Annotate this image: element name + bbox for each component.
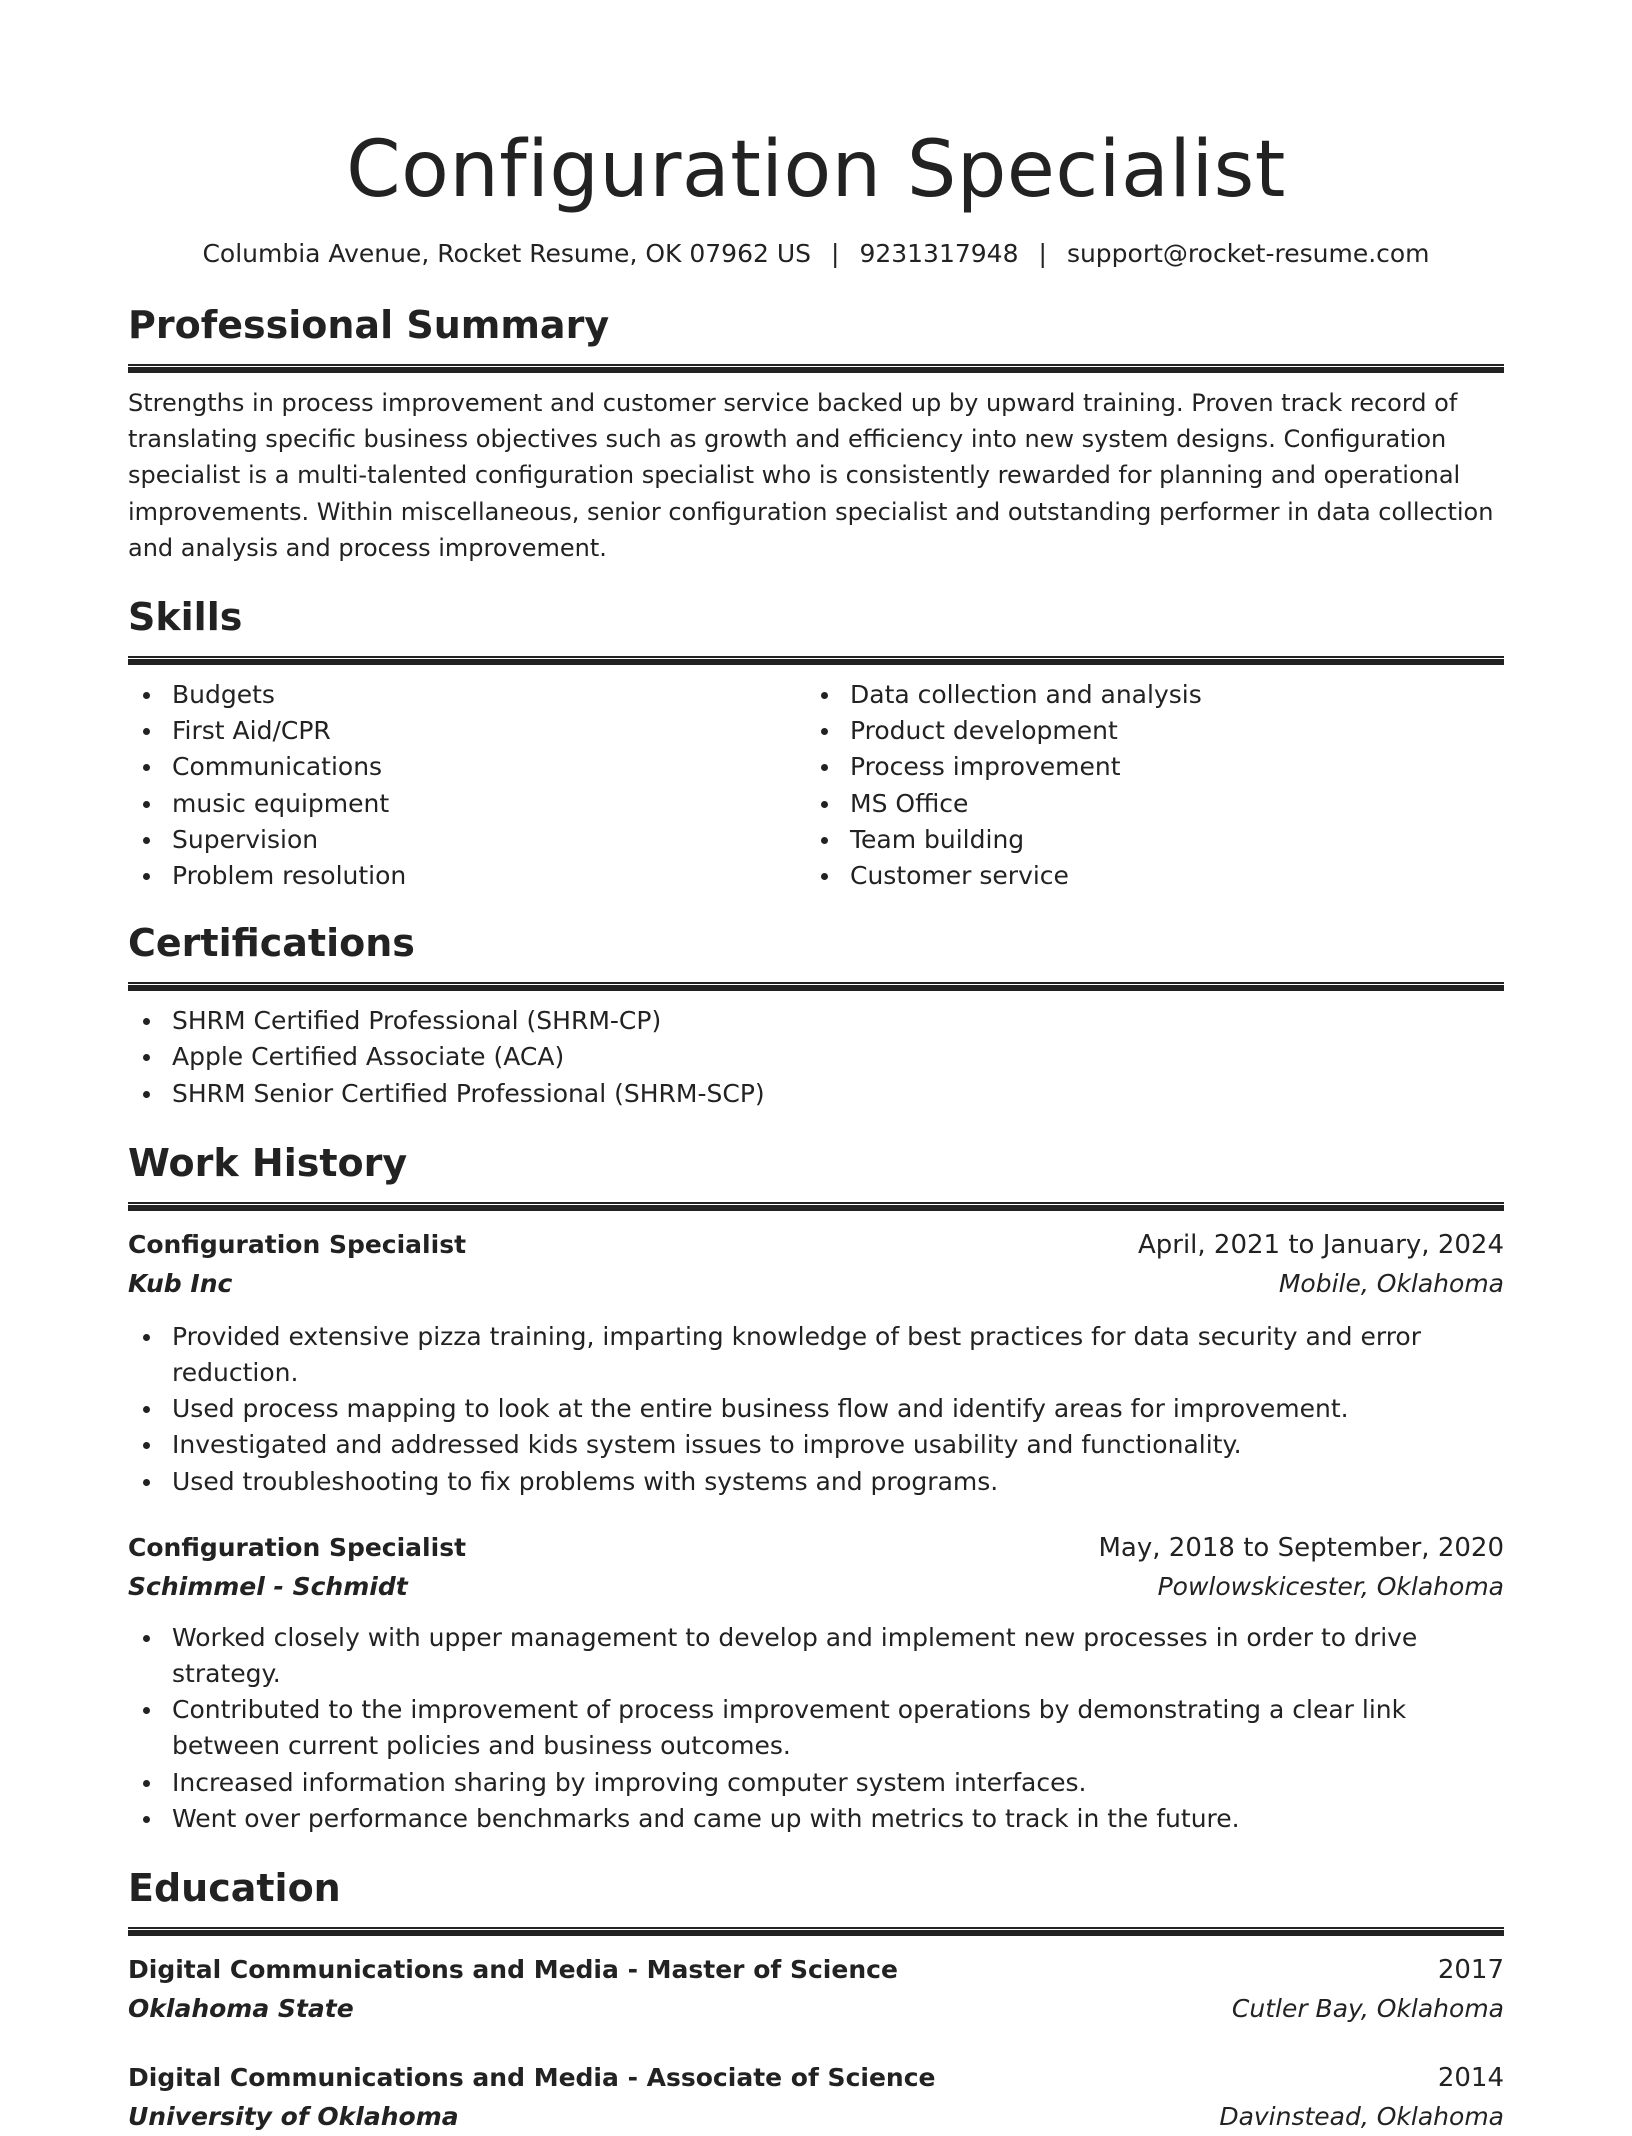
education-subheader [128,1990,1504,2028]
separator: | [831,239,840,268]
job-duties [128,1319,1504,1500]
email: support@rocket-resume.com [1066,239,1430,268]
work-history-section [128,1140,1504,1837]
summary-text: Strengths in process improvement and customer service backed up by upward training. Proven track record of translating specific business objectives such as growth and efficiency into new system designs. Configuration specialist is a multi-talented configuration specialist who is consistently rewarded for planning and operational improvements. Within miscellaneous, senior configuration specialist and outstanding performer in data collection and analysis and process improvement. [128,389,1494,562]
job-entry [128,1528,1504,1837]
section-divider [128,1927,1504,1936]
section-divider [128,982,1504,991]
summary-section [128,302,1504,566]
job-duty: Increased information sharing by improving computer system interfaces. [128,1765,1504,1801]
section-title-work-history: Work History [128,1140,408,1185]
section-divider [128,364,1504,373]
resume-page [128,0,1504,2136]
skill-item: Data collection and analysis [806,677,1484,713]
job-dates: May, 2018 to September, 2020 [1098,1532,1504,1563]
education-header [128,1950,1504,1990]
graduation-year: 2017 [1437,1955,1504,1986]
certifications-section [128,920,1504,1112]
skill-item: Communications [128,749,806,785]
job-duties [128,1620,1504,1837]
section-title-summary: Professional Summary [128,303,610,347]
certification-item: Apple Certified Associate (ACA) [128,1039,1504,1075]
skill-item: Supervision [128,822,806,858]
job-duty: Used troubleshooting to fix problems with systems and programs. [128,1464,1504,1500]
skill-item: MS Office [806,786,1484,822]
certification-item: SHRM Certified Professional (SHRM-CP) [128,1003,1504,1039]
job-entry [128,1225,1504,1500]
job-duty: Used process mapping to look at the entire business flow and identify areas for improvement. [128,1391,1504,1427]
job-company: Kub Inc [128,1268,233,1298]
skills-grid [128,677,1504,894]
job-duty: Worked closely with upper management to develop and implement new processes in order to drive strategy. [128,1620,1504,1692]
section-title-education: Education [128,1866,341,1911]
skills-list-right [806,677,1484,894]
job-header [128,1225,1504,1265]
job-subheader [128,1568,1504,1606]
section-title-skills: Skills [128,595,243,640]
school: Oklahoma State [128,1994,354,2024]
job-company: Schimmel - Schmidt [128,1571,408,1601]
address: Columbia Avenue, Rocket Resume, OK 07962 US [202,239,811,268]
job-header [128,1528,1504,1568]
degree: Digital Communications and Media - Associate of Science [128,2063,936,2093]
job-duty: Provided extensive pizza training, imparting knowledge of best practices for data security and error reduction. [128,1319,1504,1391]
education-section [128,1865,1504,2136]
section-divider [128,656,1504,665]
education-subheader [128,2098,1504,2136]
job-dates: April, 2021 to January, 2024 [1137,1229,1504,1260]
skill-item: Team building [806,822,1484,858]
job-duty: Contributed to the improvement of process improvement operations by demonstrating a clear link between current policies and business outcomes. [128,1692,1504,1764]
certifications-list [128,1003,1504,1112]
phone: 9231317948 [859,239,1019,268]
section-title-certifications: Certifications [128,921,415,966]
skill-item: Process improvement [806,749,1484,785]
job-location: Mobile, Oklahoma [1278,1268,1504,1298]
job-subheader [128,1265,1504,1303]
separator: | [1038,239,1047,268]
section-divider [128,1202,1504,1211]
skill-item: Product development [806,713,1484,749]
job-title: Configuration Specialist [128,1229,467,1259]
candidate-name: Configuration Specialist [346,125,1286,215]
job-duty: Went over performance benchmarks and came up with metrics to track in the future. [128,1801,1504,1837]
skills-section [128,594,1504,894]
certification-item: SHRM Senior Certified Professional (SHRM-SCP) [128,1076,1504,1112]
education-entry [128,1950,1504,2028]
graduation-year: 2014 [1437,2063,1504,2094]
education-entry [128,2058,1504,2136]
job-title: Configuration Specialist [128,1532,467,1562]
job-location: Powlowskicester, Oklahoma [1157,1571,1504,1601]
skill-item: Customer service [806,858,1484,894]
degree: Digital Communications and Media - Master of Science [128,1955,898,1985]
job-duty: Investigated and addressed kids system issues to improve usability and functionality. [128,1427,1504,1463]
school-location: Davinstead, Oklahoma [1219,2102,1504,2132]
skill-item: Budgets [128,677,806,713]
skill-item: First Aid/CPR [128,713,806,749]
skill-item: music equipment [128,786,806,822]
school-location: Cutler Bay, Oklahoma [1231,1994,1504,2024]
skills-list-left [128,677,806,894]
skill-item: Problem resolution [128,858,806,894]
contact-line [128,238,1504,270]
school: University of Oklahoma [128,2102,459,2132]
education-header [128,2058,1504,2098]
